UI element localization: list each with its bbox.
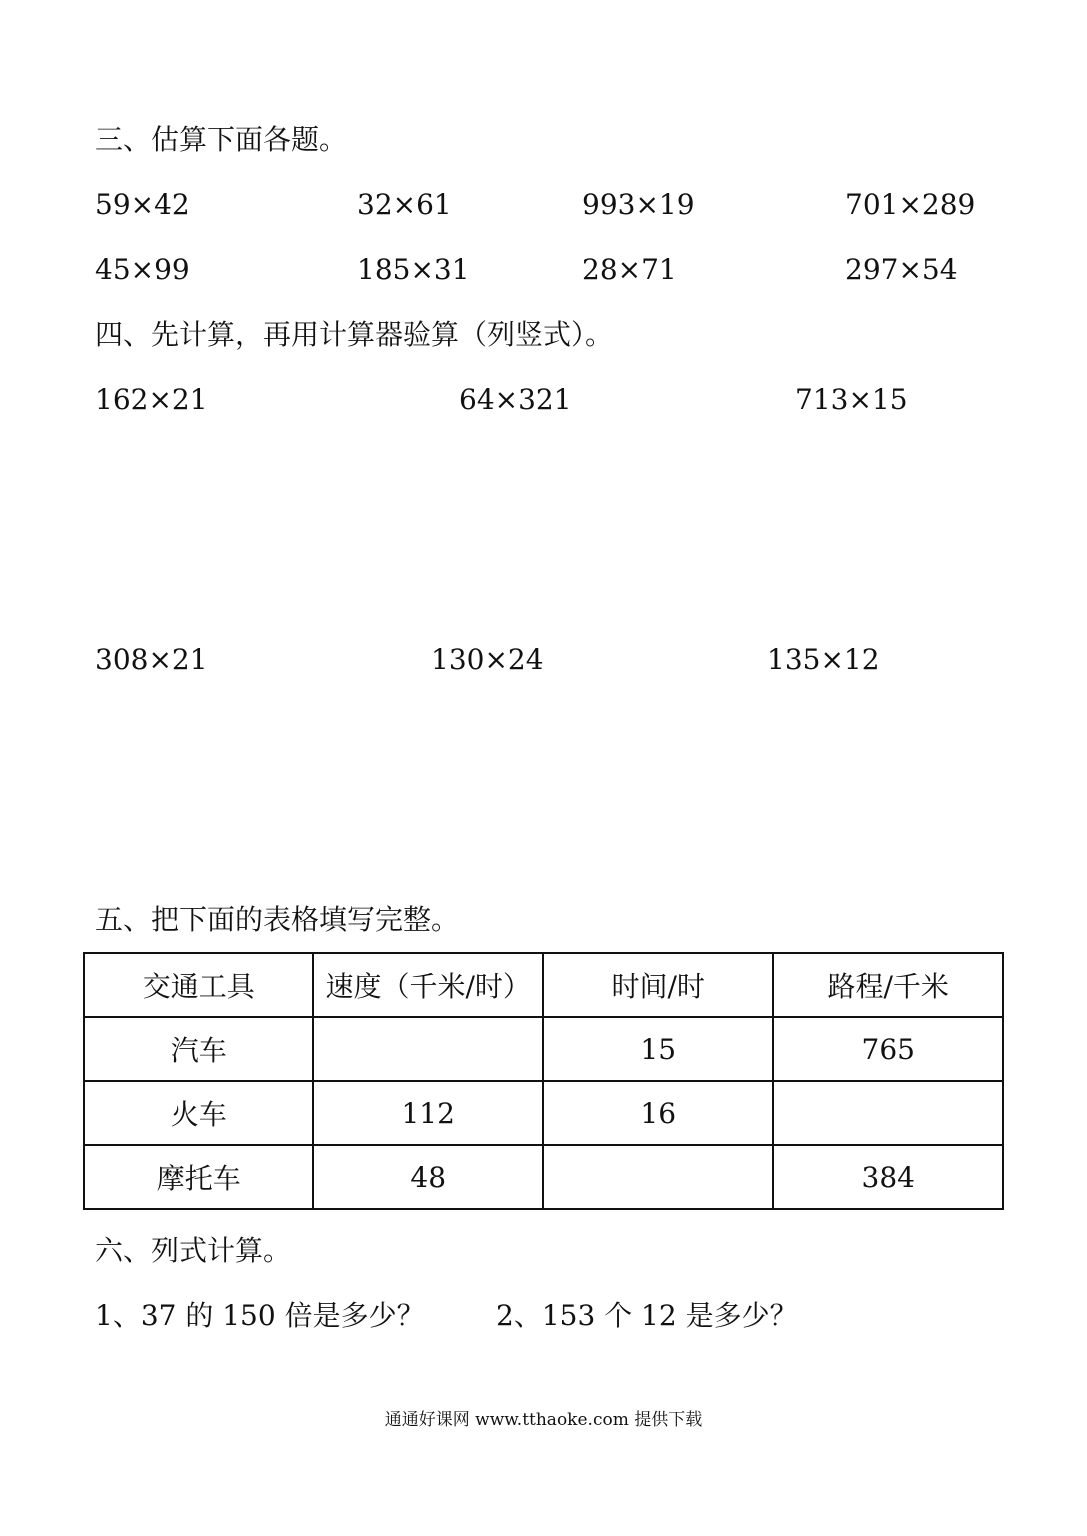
table-cell-blank — [773, 1081, 1003, 1145]
estimate-item: 59×42 — [95, 188, 190, 221]
calc-item: 64×321 — [459, 383, 572, 416]
table-row — [84, 1145, 1003, 1209]
estimate-item: 297×54 — [845, 253, 958, 286]
section3-heading: 三、估算下面各题。 — [95, 123, 348, 156]
word-problem: 1、37 的 150 倍是多少？ — [95, 1299, 425, 1332]
section5-heading: 五、把下面的表格填写完整。 — [95, 903, 460, 936]
table-cell: 48 — [313, 1145, 543, 1209]
footer-credit: 通通好课网 www.tthaoke.com 提供下载 — [384, 1410, 703, 1430]
calc-item: 713×15 — [795, 383, 908, 416]
word-problem: 2、153 个 12 是多少？ — [496, 1299, 798, 1332]
table-cell-blank — [313, 1017, 543, 1081]
calc-item: 130×24 — [431, 643, 544, 676]
calc-item: 308×21 — [95, 643, 208, 676]
calc-item: 135×12 — [767, 643, 880, 676]
estimate-item: 701×289 — [845, 188, 976, 221]
estimate-item: 185×31 — [357, 253, 470, 286]
table-row — [84, 1017, 1003, 1081]
table-cell: 摩托车 — [84, 1145, 313, 1209]
table-row — [84, 1081, 1003, 1145]
estimate-item: 45×99 — [95, 253, 190, 286]
table-cell: 汽车 — [84, 1017, 313, 1081]
table-header-cell: 路程/千米 — [773, 953, 1003, 1017]
section4-heading: 四、先计算，再用计算器验算（列竖式）。 — [95, 318, 614, 351]
table-cell: 15 — [543, 1017, 773, 1081]
table-cell-blank — [543, 1145, 773, 1209]
table-header-cell: 速度（千米/时） — [313, 953, 543, 1017]
section6-heading: 六、列式计算。 — [95, 1234, 292, 1267]
calc-item: 162×21 — [95, 383, 208, 416]
table-header-cell: 时间/时 — [543, 953, 773, 1017]
table-cell: 16 — [543, 1081, 773, 1145]
estimate-item: 32×61 — [357, 188, 452, 221]
table-cell: 384 — [773, 1145, 1003, 1209]
table-header-row — [84, 953, 1003, 1017]
estimate-item: 28×71 — [582, 253, 677, 286]
estimate-item: 993×19 — [582, 188, 695, 221]
travel-table — [83, 952, 1004, 1210]
table-cell: 765 — [773, 1017, 1003, 1081]
table-cell: 112 — [313, 1081, 543, 1145]
table-cell: 火车 — [84, 1081, 313, 1145]
table-header-cell: 交通工具 — [84, 953, 313, 1017]
